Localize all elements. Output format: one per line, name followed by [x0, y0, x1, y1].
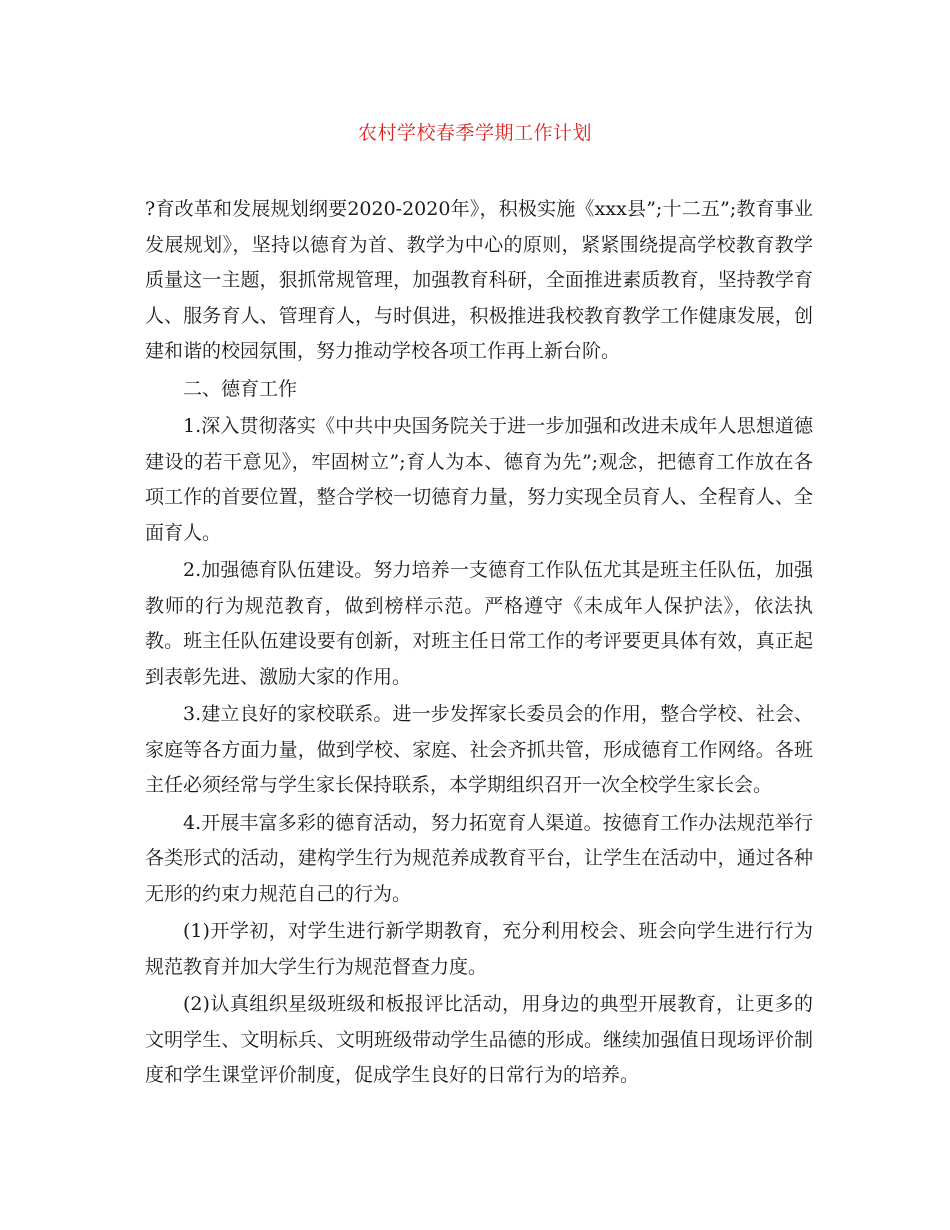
paragraph-item-4: 4.开展丰富多彩的德育活动，努力拓宽育人渠道。按德育工作办法规范举行各类形式的活动，建构学生行为规范养成教育平台，让学生在活动中，通过各种无形的约束力规范自己的行为。 [145, 811, 813, 905]
paragraph-subitem-1: (1)开学初，对学生进行新学期教育，充分利用校会、班会向学生进行行为规范教育并加大学生行为规范督查力度。 [145, 920, 813, 978]
section-heading-moral-education: 二、德育工作 [183, 377, 298, 400]
paragraph-item-3: 3.建立良好的家校联系。进一步发挥家长委员会的作用，整合学校、社会、家庭等各方面力量，做到学校、家庭、社会齐抓共管，形成德育工作网络。各班主任必须经常与学生家长保持联系，本学期组织召开一次全校学生家长会。 [145, 703, 813, 796]
paragraph-item-1: 1.深入贯彻落实《中共中央国务院关于进一步加强和改进未成年人思想道德建设的若干意见》，牢固树立”;育人为本、德育为先”;观念，把德育工作放在各项工作的首要位置，整合学校一切德育力量，努力实现全员育人、全程育人、全面育人。 [145, 415, 813, 544]
paragraph-item-2: 2.加强德育队伍建设。努力培养一支德育工作队伍尤其是班主任队伍，加强教师的行为规范教育，做到榜样示范。严格遵守《未成年人保护法》，依法执教。班主任队伍建设要有创新，对班主任日常工作的考评要更具体有效，真正起到表彰先进、激励大家的作用。 [145, 559, 813, 688]
document-body [145, 192, 813, 1096]
paragraph-intro: ?育改革和发展规划纲要2020-2020年》，积极实施《xxx县”;十二五”;教育事业发展规划》，坚持以德育为首、教学为中心的原则，紧紧围绕提高学校教育教学质量这一主题，狠抓常规管理，加强教育科研，全面推进素质教育，坚持教学育人、服务育人、管理育人，与时俱进，积极推进我校教育教学工作健康发展，创建和谐的校园氛围，努力推动学校各项工作再上新台阶。 [145, 198, 813, 362]
paragraph-subitem-2: (2)认真组织星级班级和板报评比活动，用身边的典型开展教育，让更多的文明学生、文明标兵、文明班级带动学生品德的形成。继续加强值日现场评价制度和学生课堂评价制度，促成学生良好的日常行为的培养。 [145, 993, 813, 1086]
document-title: 农村学校春季学期工作计划 [357, 122, 592, 144]
